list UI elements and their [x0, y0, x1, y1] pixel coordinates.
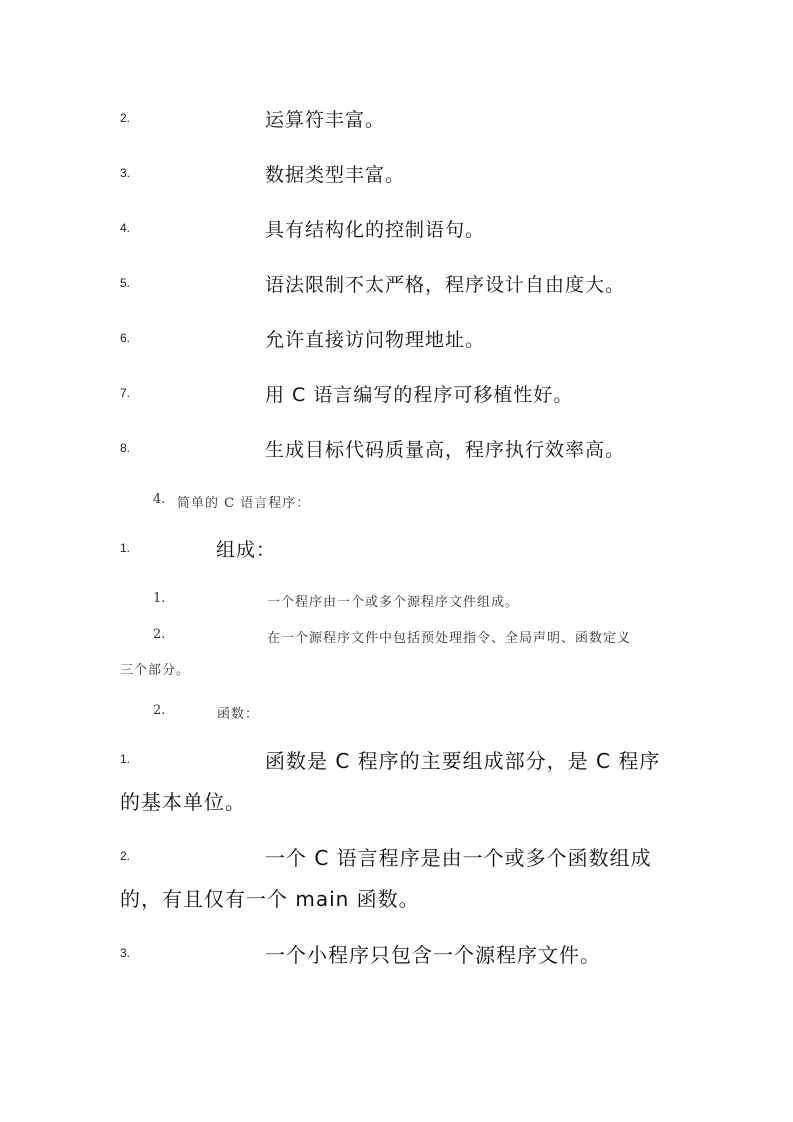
item-text: 具有结构化的控制语句。 — [265, 219, 486, 241]
item-text: 语法限制不太严格，程序设计自由度大。 — [265, 274, 626, 296]
item-text: 组成： — [216, 539, 277, 561]
item-number: 4. — [120, 221, 131, 235]
item-number: 3. — [120, 946, 131, 960]
item-text: 用 C 语言编写的程序可移植性好。 — [265, 384, 574, 406]
item-text: 数据类型丰富。 — [265, 164, 406, 186]
item-text: 在一个源程序文件中包括预处理指令、全局声明、函数定义 — [267, 631, 632, 646]
item-number: 3. — [120, 166, 131, 180]
item-text-continued: 的基本单位。 — [120, 790, 246, 814]
item-number: 6. — [120, 331, 131, 345]
item-text: 生成目标代码质量高，程序执行效率高。 — [265, 439, 626, 461]
section-title: 简单的 C 语言程序： — [177, 496, 311, 511]
item-number: 8. — [120, 441, 131, 455]
item-text: 函数： — [217, 707, 260, 722]
item-number: 2. — [153, 627, 166, 642]
item-number: 7. — [120, 386, 131, 400]
item-number: 2. — [120, 111, 131, 125]
section-number: 4. — [153, 492, 166, 507]
item-number: 1. — [153, 591, 166, 606]
item-text-continued: 的，有且仅有一个 main 函数。 — [120, 887, 420, 911]
item-text: 一个程序由一个或多个源程序文件组成。 — [267, 595, 520, 610]
item-text: 运算符丰富。 — [265, 109, 386, 131]
item-text-continued: 三个部分。 — [120, 663, 191, 678]
item-text: 一个小程序只包含一个源程序文件。 — [265, 943, 601, 967]
item-number: 2. — [153, 703, 166, 718]
item-text: 允许直接访问物理地址。 — [265, 329, 486, 351]
item-text: 函数是 C 程序的主要组成部分，是 C 程序 — [265, 749, 661, 773]
item-number: 1. — [120, 752, 131, 766]
item-number: 5. — [120, 276, 131, 290]
item-text: 一个 C 语言程序是由一个或多个函数组成 — [265, 846, 652, 870]
item-number: 1. — [120, 541, 131, 555]
item-number: 2. — [120, 849, 131, 863]
